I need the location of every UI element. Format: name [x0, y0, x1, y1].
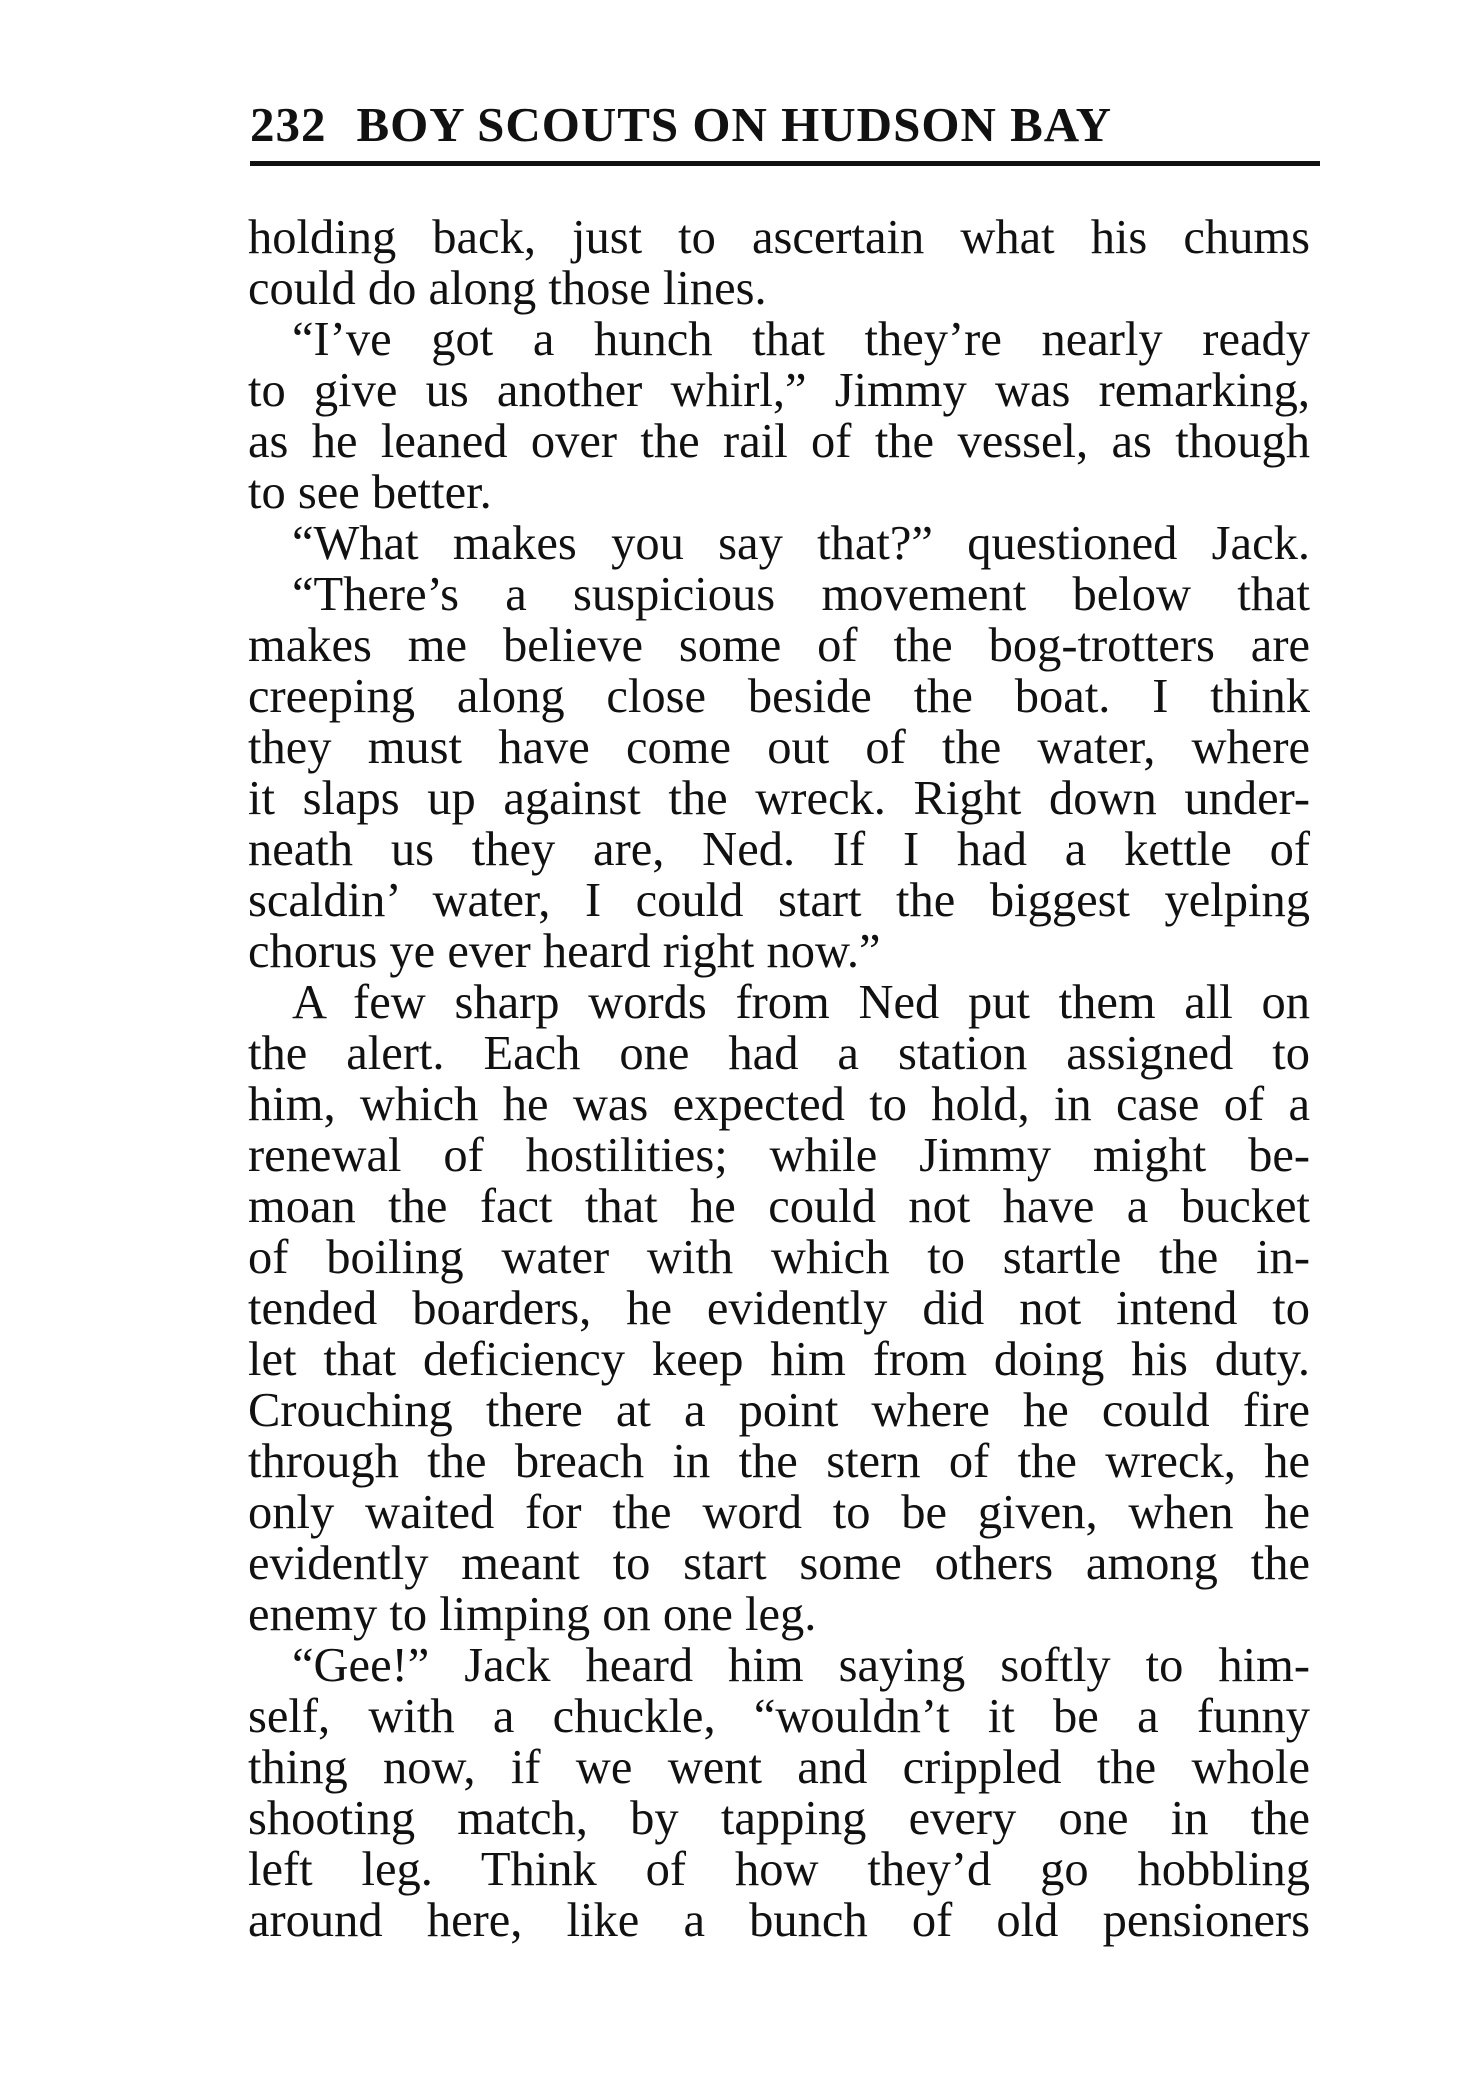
text-line: “I’ve got a hunch that they’re nearly ready — [292, 313, 1310, 366]
text-line: renewal of hostilities; while Jimmy might be- — [248, 1129, 1310, 1182]
text-line: tended boarders, he evidently did not intend to — [248, 1282, 1310, 1335]
text-line: only waited for the word to be given, when he — [248, 1486, 1310, 1539]
text-line: let that deficiency keep him from doing his duty. — [248, 1333, 1310, 1386]
text-line: “There’s a suspicious movement below that — [292, 568, 1310, 621]
text-line: they must have come out of the water, where — [248, 721, 1310, 774]
page-number: 232 — [250, 97, 327, 152]
header-rule — [250, 161, 1320, 166]
text-line: as he leaned over the rail of the vessel, as though — [248, 415, 1310, 468]
text-line: thing now, if we went and crippled the whole — [248, 1741, 1310, 1794]
text-line: “Gee!” Jack heard him saying softly to him- — [292, 1639, 1310, 1692]
text-line: Crouching there at a point where he could fire — [248, 1384, 1310, 1437]
text-line: to give us another whirl,” Jimmy was remarking, — [248, 364, 1310, 417]
text-line: around here, like a bunch of old pensioners — [248, 1894, 1310, 1947]
text-line: it slaps up against the wreck. Right down under- — [248, 772, 1310, 825]
text-line: the alert. Each one had a station assigned to — [248, 1027, 1310, 1080]
text-line: holding back, just to ascertain what his chums — [248, 211, 1310, 264]
text-line: through the breach in the stern of the wreck, he — [248, 1435, 1310, 1488]
book-title: BOY SCOUTS ON HUDSON BAY — [356, 97, 1113, 152]
running-head — [250, 96, 1320, 162]
text-line: evidently meant to start some others among the — [248, 1537, 1310, 1590]
text-line: self, with a chuckle, “wouldn’t it be a funny — [248, 1690, 1310, 1743]
text-line: A few sharp words from Ned put them all on — [292, 976, 1310, 1029]
text-line: moan the fact that he could not have a bucket — [248, 1180, 1310, 1233]
body-text — [248, 212, 1310, 1946]
text-line: scaldin’ water, I could start the biggest yelping — [248, 874, 1310, 927]
text-line: to see better. — [248, 466, 492, 519]
text-line: left leg. Think of how they’d go hobbling — [248, 1843, 1310, 1896]
text-line: creeping along close beside the boat. I think — [248, 670, 1310, 723]
text-line: makes me believe some of the bog-trotters are — [248, 619, 1310, 672]
text-line: could do along those lines. — [248, 262, 767, 315]
text-line: “What makes you say that?” questioned Jack. — [292, 517, 1310, 570]
text-line: enemy to limping on one leg. — [248, 1588, 817, 1641]
text-line: shooting match, by tapping every one in the — [248, 1792, 1310, 1845]
text-line: him, which he was expected to hold, in case of a — [248, 1078, 1310, 1131]
text-line: neath us they are, Ned. If I had a kettle of — [248, 823, 1310, 876]
text-line: chorus ye ever heard right now.” — [248, 925, 881, 978]
text-line: of boiling water with which to startle the in- — [248, 1231, 1310, 1284]
